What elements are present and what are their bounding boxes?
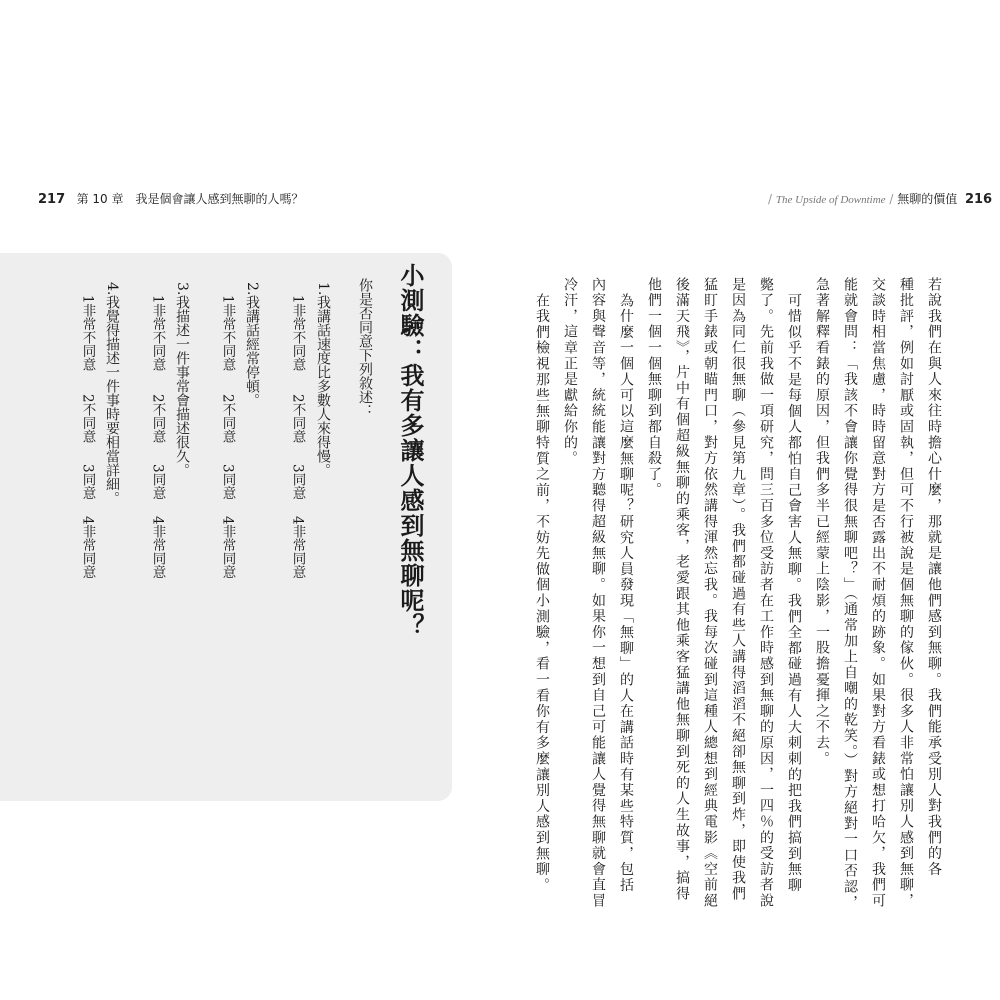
body-paragraph-column: 急著解釋看錶的原因，但我們多半已經蒙上陰影，一股擔憂揮之不去。 xyxy=(814,277,830,767)
running-header-right xyxy=(768,190,992,207)
body-paragraph-column: 若說我們在與人來往時擔心什麼，那就是讓他們感到無聊。我們能承受別人對我們的各 xyxy=(926,277,942,878)
body-paragraph-column: 是因為同仁很無聊（參見第九章）。我們都碰過有些人講得滔滔不絕卻無聊到炸，即使我們 xyxy=(730,277,746,902)
quiz-option: 1非常不同意 xyxy=(289,295,306,372)
quiz-option: 3同意 xyxy=(149,464,166,500)
quiz-option: 2不同意 xyxy=(149,394,166,444)
quiz-question: 4.我覺得描述一件事時要相當詳細。 xyxy=(104,282,120,506)
header-separator: / xyxy=(768,192,773,206)
quiz-question: 1.我講話速度比多數人來得慢。 xyxy=(315,282,331,478)
body-paragraph-column: 在我們檢視那些無聊特質之前，不妨先做個小測驗，看一看你有多麼讓別人感到無聊。 xyxy=(534,293,550,894)
body-paragraph-column: 猛盯手錶或朝瞄門口，對方依然講得渾然忘我。我每次碰到這種人總想到經典電影《空前絕 xyxy=(702,277,718,909)
running-header-left xyxy=(38,190,304,207)
quiz-option: 3同意 xyxy=(219,464,236,500)
quiz-option: 1非常不同意 xyxy=(79,295,96,372)
quiz-option: 4非常同意 xyxy=(289,516,306,579)
body-paragraph-column: 可惜似乎不是每個人都怕自己會害人無聊。我們全都碰過有人大刺刺的把我們搞到無聊 xyxy=(786,293,802,894)
body-paragraph-column: 斃了。先前我做一項研究，問三百多位受訪者在工作時感到無聊的原因，一四％的受訪者說 xyxy=(758,277,774,909)
quiz-option: 1非常不同意 xyxy=(219,295,236,372)
body-paragraph-column: 後滿天飛》，片中有個超級無聊的乘客，老愛跟其他乘客猛講他無聊到死的人生故事，搞得 xyxy=(674,277,690,902)
body-paragraph-column: 能就會問：「我該不會讓你覺得很無聊吧？」（通常加上自嘲的乾笑。）對方絕對一口否認， xyxy=(842,277,858,911)
body-paragraph-column: 內容與聲音等，統統能讓對方聽得超級無聊。如果你一想到自己可能讓人覺得無聊就會直冒 xyxy=(590,277,606,909)
quiz-option: 4非常同意 xyxy=(149,516,166,579)
body-paragraph-column: 交談時相當焦慮，時時留意對方是否露出不耐煩的跡象。如果對方看錶或想打哈欠，我們可 xyxy=(870,277,886,909)
quiz-option: 3同意 xyxy=(289,464,306,500)
quiz-option: 2不同意 xyxy=(79,394,96,444)
quiz-question: 2.我講話經常停頓。 xyxy=(244,282,260,408)
book-title: 無聊的價值 xyxy=(897,192,958,206)
body-paragraph-column: 種批評，例如討厭或固執，但可不行被說是個無聊的傢伙。很多人非常怕讓別人感到無聊， xyxy=(898,277,914,909)
body-paragraph-column: 他們一個一個無聊到都自殺了。 xyxy=(646,277,662,499)
quiz-option: 3同意 xyxy=(79,464,96,500)
header-separator: / xyxy=(889,192,894,206)
quiz-title: 小測驗：我有多讓人感到無聊呢？ xyxy=(396,263,425,638)
quiz-option: 4非常同意 xyxy=(219,516,236,579)
quiz-option: 4非常同意 xyxy=(79,516,96,579)
page-number-right: 216 xyxy=(964,192,993,207)
quiz-intro: 你是否同意下列敘述： xyxy=(357,278,373,418)
series-title: The Upside of Downtime xyxy=(775,194,886,206)
body-paragraph-column: 冷汗，這章正是獻給你的。 xyxy=(562,277,578,467)
page-number-left: 217 xyxy=(38,192,66,207)
quiz-option: 1非常不同意 xyxy=(149,295,166,372)
quiz-option: 2不同意 xyxy=(289,394,306,444)
quiz-option: 2不同意 xyxy=(219,394,236,444)
body-paragraph-column: 為什麼一個人可以這麼無聊呢？研究人員發現「無聊」的人在講話時有某些特質，包括 xyxy=(618,293,634,894)
quiz-question: 3.我描述一件事常會描述很久。 xyxy=(174,282,190,478)
chapter-title: 第 10 章 我是個會讓人感到無聊的人嗎？ xyxy=(76,192,304,206)
